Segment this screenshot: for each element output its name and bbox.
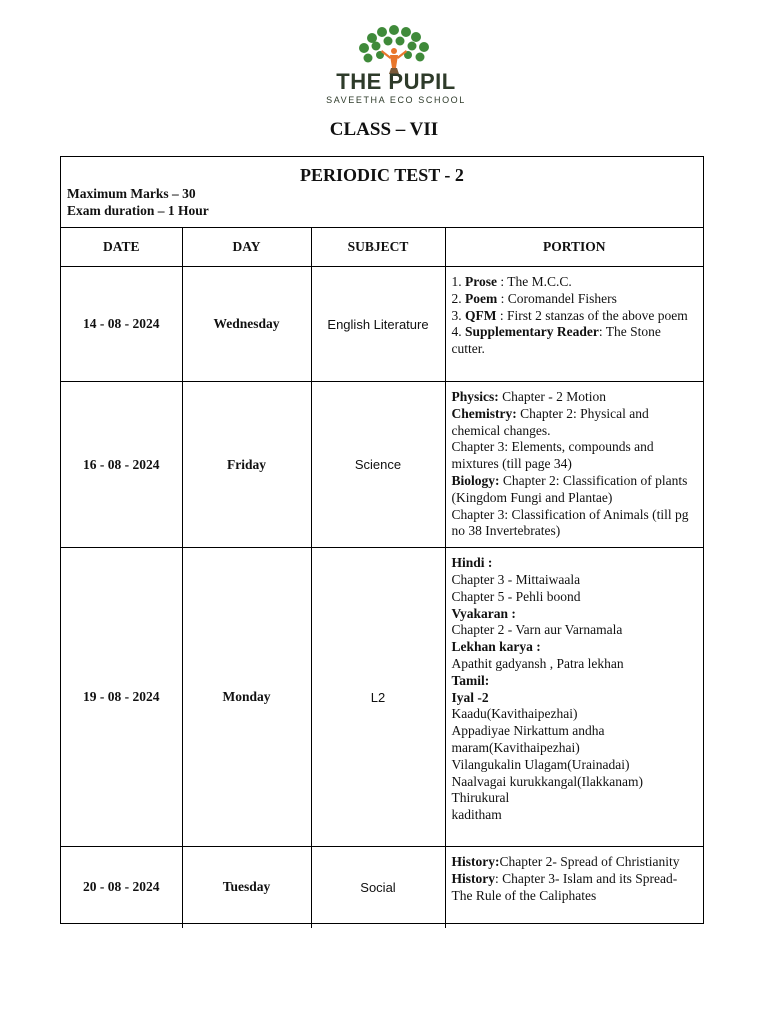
portion-line <box>452 308 698 325</box>
subject-cell: English Literature <box>311 267 445 382</box>
portion-text: Chapter 3 - Mittaiwaala <box>451 571 581 587</box>
portion-text: Chapter 3: Classification of Animals (till pg no 38 Invertebrates) <box>451 506 689 539</box>
portion-text: Vilangukalin Ulagam(Urainadai) <box>451 756 630 772</box>
portion-text: Appadiyae Nirkattum andha maram(Kavithaipezhai) <box>451 723 605 755</box>
portion-line <box>452 507 698 541</box>
portion-cell <box>445 382 703 548</box>
header-portion: PORTION <box>445 228 703 267</box>
portion-heading: Tamil: <box>451 672 490 688</box>
table-row <box>61 548 703 847</box>
portion-line <box>452 690 698 707</box>
portion-heading: History <box>451 870 495 886</box>
portion-text: : Coromandel Fishers <box>497 290 617 306</box>
date-cell: 14 - 08 - 2024 <box>61 267 182 382</box>
table-header-row <box>61 228 703 267</box>
portion-heading: Lekhan karya : <box>451 639 541 655</box>
date-cell: 19 - 08 - 2024 <box>61 548 182 847</box>
school-logo <box>320 24 470 110</box>
portion-line <box>452 706 698 723</box>
day-cell: Friday <box>182 382 311 548</box>
portion-text: Kaadu(Kavithaipezhai) <box>451 706 578 722</box>
portion-line <box>452 807 698 824</box>
portion-heading: QFM <box>465 307 497 323</box>
portion-heading: Supplementary Reader <box>465 324 599 340</box>
portion-text: Chapter - 2 Motion <box>498 389 606 404</box>
header-day: DAY <box>182 228 311 267</box>
portion-heading: Prose <box>465 274 497 289</box>
portion-number: 2. <box>451 290 465 306</box>
portion-line <box>452 854 698 871</box>
portion-line <box>452 473 698 507</box>
portion-text: Chapter 2: Physical and chemical changes. <box>451 405 649 438</box>
subject-cell: Social <box>311 847 445 928</box>
portion-line <box>452 589 698 606</box>
exam-duration: Exam duration – 1 Hour <box>67 203 209 218</box>
portion-line <box>452 291 698 308</box>
portion-cell <box>445 548 703 847</box>
day-cell: Monday <box>182 548 311 847</box>
portion-heading: History: <box>451 854 500 870</box>
day-cell: Tuesday <box>182 847 311 928</box>
portion-line <box>452 324 698 358</box>
portion-line <box>452 757 698 774</box>
portion-line <box>452 606 698 623</box>
date-cell: 20 - 08 - 2024 <box>61 847 182 928</box>
portion-text: : The M.C.C. <box>497 274 572 289</box>
portion-text: Apathit gadyansh , Patra lekhan <box>451 655 624 671</box>
logo-tagline: SAVEETHA ECO SCHOOL <box>326 95 466 105</box>
portion-heading: Hindi : <box>451 555 493 571</box>
portion-line <box>452 790 698 807</box>
portion-heading: Physics: <box>451 389 499 404</box>
portion-text: : Chapter 3- Islam and its Spread-The Rule of the Caliphates <box>451 870 678 903</box>
portion-number: 4. <box>451 324 465 340</box>
portion-heading: Biology: <box>451 472 500 488</box>
test-header <box>61 157 703 228</box>
portion-line <box>452 406 698 440</box>
logo-brand-text: THE PUPIL <box>336 69 456 94</box>
portion-line <box>452 274 698 291</box>
portion-number: 1. <box>451 274 465 289</box>
portion-line <box>452 871 698 905</box>
table-row <box>61 847 703 928</box>
portion-line <box>452 723 698 757</box>
portion-text: kaditham <box>451 807 502 823</box>
portion-text: : First 2 stanzas of the above poem <box>496 307 688 323</box>
portion-line <box>452 673 698 690</box>
table-row <box>61 382 703 548</box>
portion-line <box>452 555 698 572</box>
portion-text: Thirukural <box>451 790 510 806</box>
max-marks: Maximum Marks – 30 <box>67 186 196 201</box>
portion-line <box>452 622 698 639</box>
class-title: CLASS – VII <box>329 119 439 140</box>
header-subject: SUBJECT <box>311 228 445 267</box>
portion-heading: Poem <box>465 290 498 306</box>
portion-heading: Chemistry: <box>451 405 517 421</box>
portion-line <box>452 572 698 589</box>
subject-cell: L2 <box>311 548 445 847</box>
portion-text: Chapter 2: Classification of plants (Kingdom Fungi and Plantae) <box>451 472 688 505</box>
portion-heading: Vyakaran : <box>451 605 516 621</box>
header-date: DATE <box>61 228 182 267</box>
date-cell: 16 - 08 - 2024 <box>61 382 182 548</box>
portion-line <box>452 389 698 406</box>
portion-text: Chapter 2- Spread of Christianity <box>499 854 680 870</box>
portion-number: 3. <box>451 307 465 323</box>
portion-text: Chapter 5 - Pehli boond <box>451 588 581 604</box>
portion-text: Chapter 2 - Varn aur Varnamala <box>451 622 623 638</box>
table-row <box>61 267 703 382</box>
portion-line <box>452 439 698 473</box>
portion-line <box>452 639 698 656</box>
day-cell: Wednesday <box>182 267 311 382</box>
test-title: PERIODIC TEST - 2 <box>300 165 464 185</box>
portion-line <box>452 774 698 791</box>
portion-heading: Iyal -2 <box>451 689 489 705</box>
portion-cell <box>445 847 703 928</box>
schedule-table <box>61 227 703 928</box>
portion-cell <box>445 267 703 382</box>
portion-text: : The Stone cutter. <box>451 324 661 357</box>
exam-schedule-sheet <box>60 156 704 924</box>
subject-cell: Science <box>311 382 445 548</box>
portion-text: Naalvagai kurukkangal(Ilakkanam) <box>451 773 644 789</box>
portion-line <box>452 656 698 673</box>
portion-text: Chapter 3: Elements, compounds and mixtures (till page 34) <box>451 439 654 472</box>
